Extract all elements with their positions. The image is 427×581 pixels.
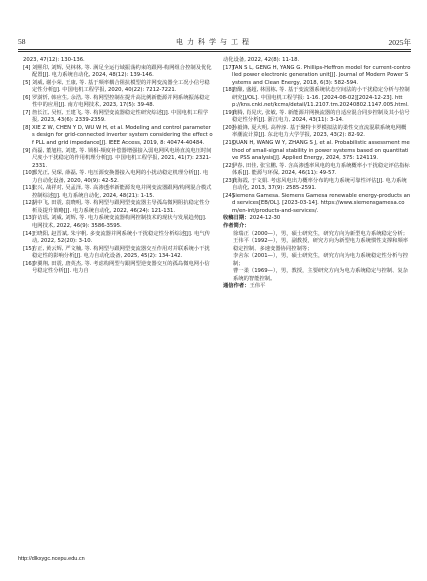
right-column [223,57,411,291]
reference-number: [19] [223,109,234,116]
reference-number: [6] [23,94,31,101]
reference-text: 孙毅锋, 夏大明, 高梓淳. 基于聚特卡罗模拟法的柔性交直流混联系统电网概率潮流计算[J]. 东北电力大学学报, 2023, 43(2): 82-92. [232,124,407,139]
reference-number: [20] [223,124,234,131]
reference-item [23,200,213,215]
author-bio: 曹一柔（1969—），男，教授，主要研究方向为电力系统稳定与控制、复杂系统的智能控制。 [233,268,409,282]
reference-item [223,65,411,88]
reference-item [223,193,411,216]
reference-number: [14] [23,230,34,237]
corresponding-name: 王伟平 [249,283,266,290]
author-bio: 李舍东（2001—），男，硕士研究生，研究方向为电力系统稳定性分析与控制； [233,253,409,267]
reference-number: [23] [223,177,234,184]
received-label: 收稿日期： [223,215,250,222]
reference-item [23,80,213,95]
journal-title: 电力科学与工程 [176,38,253,46]
corresponding-label: 通信作者： [223,283,250,290]
header-rule-thin [18,51,411,52]
page-header [18,35,411,47]
reference-continuation: 动化设备, 2022, 42(8): 11-18. [223,57,300,63]
reference-item [223,125,411,140]
author-bio: 王伟平（1992—），男，副教授，研究方向为新型电力系统惯性支撑和频率稳定控制、多速变器协同控制等； [233,238,409,252]
reference-text: 王晓阳, 赵晋斌, 朱宇帆. 多变流器并网系统小干扰稳定性分析综述[J]. 电气传动, 2022, 52(20): 3-10. [32,230,211,245]
reference-number: [12] [23,200,34,207]
reference-item [23,95,213,110]
page-number: 58 [18,37,26,46]
received-value: 2024-12-30 [249,215,281,222]
reference-text: 刘威, 谢小荣, 王康, 等. 基于频率耦合阻抗模型的并网变流器全工况小信号稳定性分析[J]. 中国电机工程学报, 2020, 40(22): 7212-7221. [32,79,210,94]
reference-number: [17] [223,64,234,71]
reference-text: 刘熙印, 刘辉, 吴林林, 等. 满足全运行域振荡约束的跟网-构网组合控制及优化配置[J]. 电力系统自动化, 2024, 48(12): 139-146. [32,64,212,79]
reference-text: 龚海霞, 于文娟. 考虑风电出力概率分布的电力系统可靠性评估[J]. 电力系统自动化, 2013, 37(9): 2585-2591. [232,177,407,192]
reference-text: 邢光正, 吴琛, 薛磊, 等. 电压源变换器接入电网的小扰动稳定机理分析[J]. 电力自动化设备, 2020, 40(9): 42-52. [32,170,209,184]
reference-text: 张兴, 战祥对, 吴孟泽, 等. 高渗透率新能源发电并网变流器跟网/构网混合模式控制综述[J]. 电力系统自动化, 2024, 48(21): 1-15. [32,185,212,199]
reference-number: [13] [23,215,34,222]
reference-text: 许诘瑶, 刘威, 刘辉, 等. 电力系统变流器构网控制技术的现状与发展趋势[J]. 电网技术, 2022, 46(9): 3586-3595. [32,215,207,230]
reference-number: [10] [23,170,34,177]
received-date [223,215,411,223]
reference-text: 尚磊, 董旭柱, 刘建, 等. 锁相-频度补偿器增强接入弱电网风电场直流电压时间尺度小干扰稳定的作用机理分析[J]. 中国电机工程学报, 2021, 41(7): 2321-2331. [32,147,212,169]
reference-list-right [223,57,411,215]
reference-number: [8] [23,124,31,131]
reference-continuation: 2023, 47(12): 130-136. [23,57,85,63]
reference-text: XIE Z W, CHEN Y D, WU W H, et al. Modeling and control parameters design for grid-connected inverter system considering the effect of PLL and grid impedance[J]. IEEE Access, 2019, 8: 40474-40484. [32,124,213,147]
reference-item [23,65,213,80]
reference-item [223,140,411,163]
reference-item [223,110,411,125]
reference-text: 唐酿, 盛超, 林国栋, 等. 基于变流器系统状态空间法的小干扰稳定分析与控制研究[J/OL]. 中国电机工程学报: 1-16. [2024-08-02][2024-12-23]. http://kns.cnki.net/kcms/detail/11.2107.tm.20240802.1147.005.html. [232,87,410,109]
reference-item [23,261,213,276]
reference-text: QUAN H, WANG W Y, ZHANG S J, et al. Probabilistic assessment method of small-signal stability in power systems based on quantitative PSS analysis[J]. Applied Energy, 2024, 375: 124119. [232,140,410,162]
reference-number: [16] [23,260,34,267]
author-bio-heading: 作者简介： [223,223,250,230]
reference-item [23,246,213,261]
reference-item [23,215,213,230]
reference-text: Siemens Gamesa. Siemens Gamesa renewable energy-products and services[EB/OL]. [2023-03-14]. https://www.siemensgamesa.com/en-int/products-and-services/. [232,192,411,214]
reference-number: [22] [223,162,234,169]
reference-text: 李翼翔, 田震, 唐英杰, 等. 考虑构网型与跟网型逆变器交互的孤岛微电网小信号稳定性分析[J]. 电力自 [32,260,210,275]
footer-url: http://dlkxygc.ncepu.edu.cn [18,556,85,562]
reference-item [23,148,213,171]
reference-text: 伊春, 田佳, 张宝鹏, 等. 含高渗透率风电的电力系统概率小干扰稳定评估指标体系[J]. 能源与环保, 2024, 46(11): 49-57. [232,162,410,177]
reference-item [223,163,411,178]
reference-item [23,185,213,200]
reference-number: [15] [23,245,34,252]
reference-number: [24] [223,192,234,199]
reference-list-left [23,57,213,276]
reference-text: 詹长江, 吴恒, 王建飞, 等. 构网型变流器稳定性研究综述[J]. 中国电机工程学报, 2023, 43(6): 2339-2359. [32,109,209,124]
reference-number: [7] [23,109,31,116]
reference-item [23,231,213,246]
reference-number: [18] [223,87,234,94]
reference-text: 罗澍忻, 韩应生, 余浩, 等. 构网型控制在提升高比例新能源并网系统振荡稳定性中的应用[J]. 南方电网技术, 2023, 17(5): 39-48. [32,94,210,109]
author-bio-list [223,231,411,284]
reference-item [23,110,213,125]
reference-text: TAN S L, GENG H, YANG G. Phillips-Heffron model for current-controlled power electronic generation unit[J]. Journal of Modern Power Systems and Clean Energy, 2018, 6(3): 582-594. [232,64,411,86]
reference-text: 胡中飞, 田震, 袁晓明, 等. 构网型与跟网型变流器主导孤岛微网阻抗稳定性分析及提升策略[J]. 电力系统自动化, 2022, 46(24): 121-131. [32,200,210,214]
reference-number: [21] [223,140,234,147]
reference-item [23,170,213,185]
reference-text: 方正, 黄云辉, 严文楠, 等. 构网型与跟网型变流器交互作用对并联系统小干扰稳定性的影响分析[J]. 电力自动化设备, 2025, 45(2): 134-142. [32,245,210,260]
journal-year: 2025年 [388,38,411,47]
reference-number: [9] [23,147,31,154]
corresponding-author [223,283,411,291]
reference-number: [11] [23,185,34,192]
reference-text: 龚腾, 肖晃庆, 张敏, 等. 新能源并网换流器的自适应混合同步控制及其小信号稳定性分析[J]. 浙江电力, 2024, 43(11): 3-14. [232,109,410,124]
reference-item [223,178,411,193]
reference-number: [4] [23,64,31,71]
reference-number: [5] [23,79,31,86]
reference-item [223,87,411,110]
reference-item [23,125,213,148]
author-bio: 徐瑞正（2000—），男，硕士研究生，研究方向为新型电力系统稳定分析； [233,230,409,237]
header-rule-thick [18,49,411,50]
